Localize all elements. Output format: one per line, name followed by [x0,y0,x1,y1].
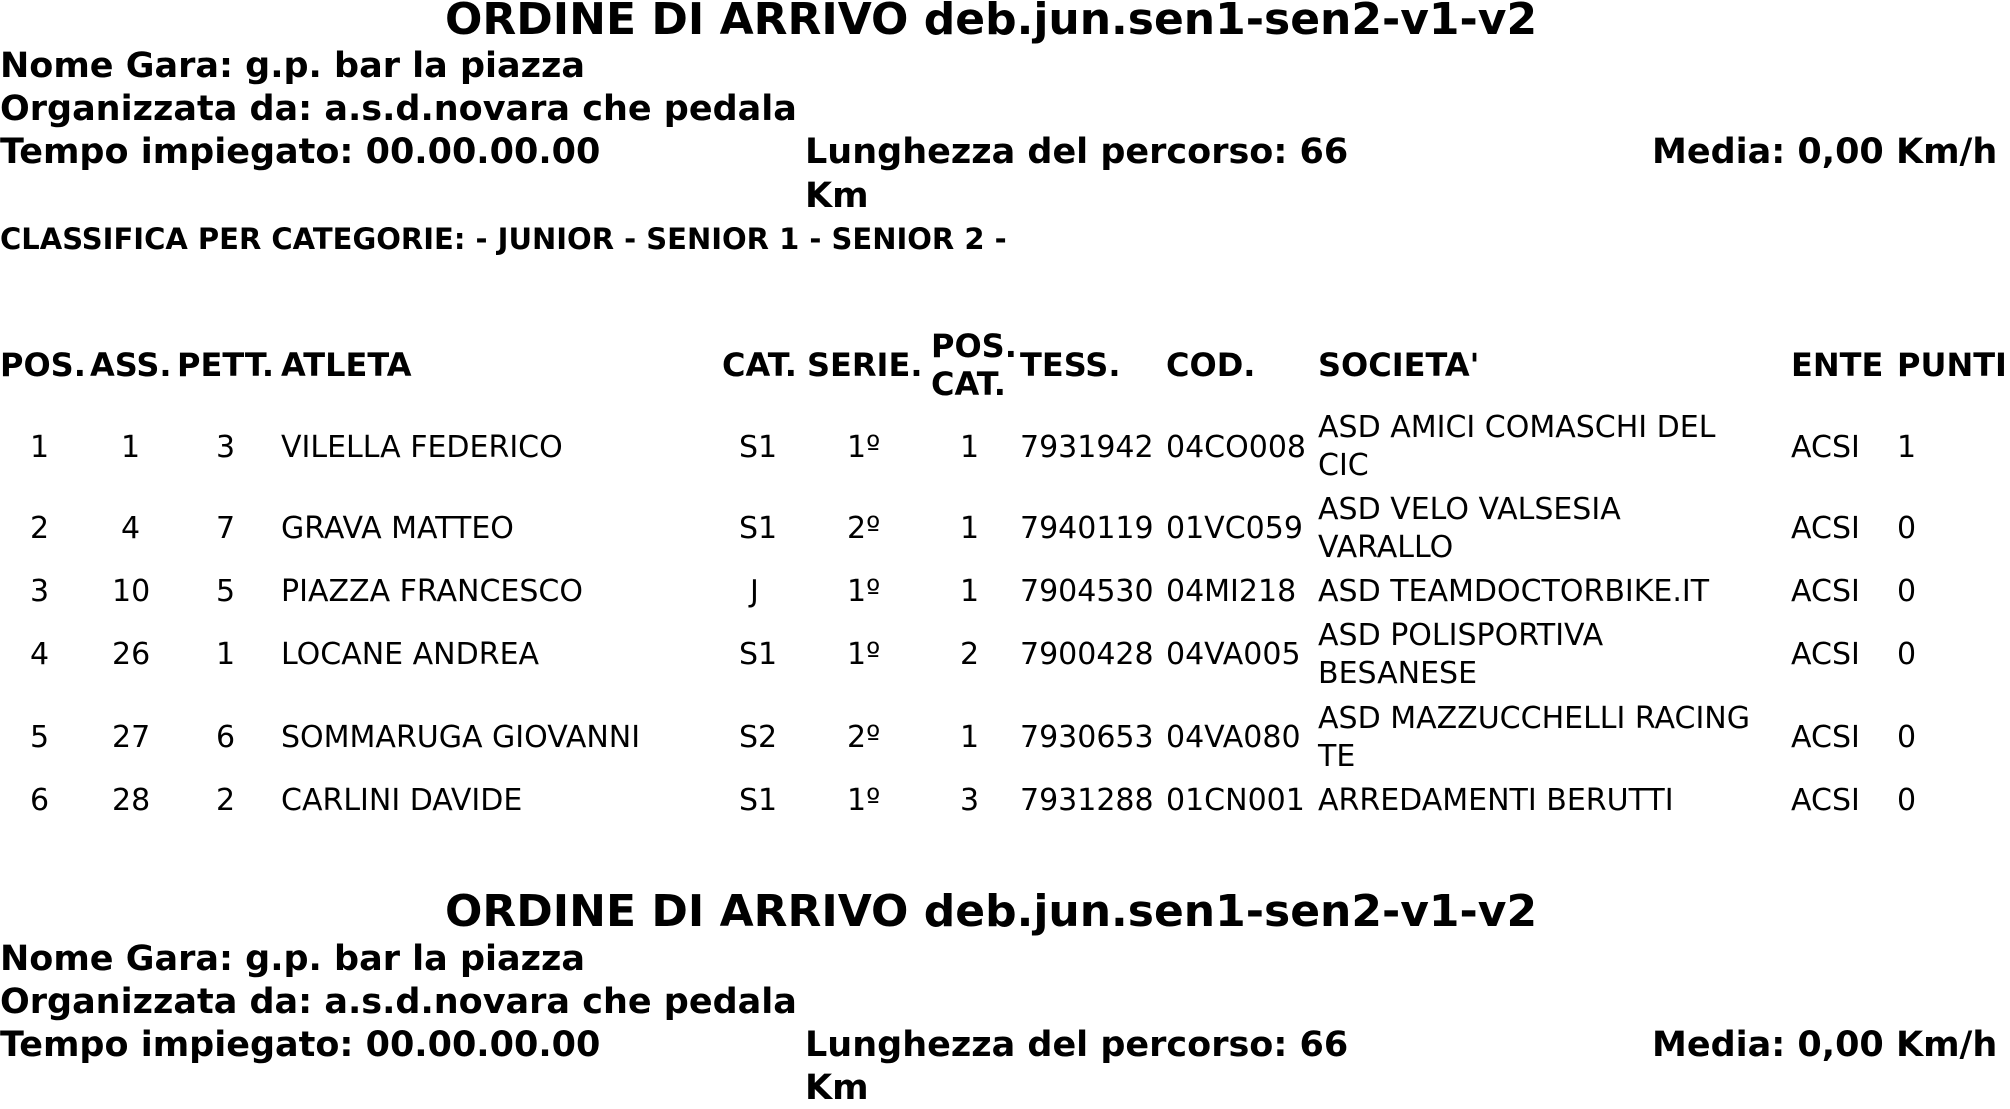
cell-pos: 5 [30,720,50,755]
cell-societa-line2: VARALLO [1318,530,1454,565]
cell-pett: 7 [216,511,236,546]
cell-punti: 0 [1897,574,1917,609]
cell-pos-cat: 2 [960,637,980,672]
cell-atleta: CARLINI DAVIDE [281,783,523,818]
cell-pos: 4 [30,637,50,672]
col-header-atleta: ATLETA [281,346,412,384]
cell-ente: ACSI [1791,574,1860,609]
course-length-unit: Km [805,176,869,216]
cell-cat: S1 [739,783,778,818]
cell-pos-cat: 3 [960,783,980,818]
cell-serie: 1º [847,430,881,465]
average-speed: Media: 0,00 Km/h [1652,132,1998,172]
col-header-ente: ENTE [1791,346,1884,384]
col-header-pett: PETT. [177,346,274,384]
cell-tess: 7930653 [1020,720,1154,755]
cell-tess: 7904530 [1020,574,1154,609]
cell-ente: ACSI [1791,637,1860,672]
cell-cod: 01CN001 [1166,783,1305,818]
cell-ente: ACSI [1791,430,1860,465]
section-2-race-name: Nome Gara: g.p. bar la piazza [0,939,585,979]
col-header-pos-cat-line2: CAT. [931,365,1006,403]
cell-pett: 6 [216,720,236,755]
cell-cat: S2 [739,720,778,755]
col-header-societa: SOCIETA' [1318,346,1480,384]
cell-cat: S1 [739,511,778,546]
col-header-cat: CAT. [722,346,797,384]
cell-cod: 04VA080 [1166,720,1301,755]
cell-ass: 26 [112,637,151,672]
cell-societa-line2: CIC [1318,448,1369,483]
cell-ass: 28 [112,783,151,818]
cell-cat: S1 [739,430,778,465]
section-2-average-speed: Media: 0,00 Km/h [1652,1025,1998,1065]
race-name: Nome Gara: g.p. bar la piazza [0,46,585,86]
cell-pos-cat: 1 [960,720,980,755]
cell-ass: 1 [121,430,141,465]
cell-serie: 1º [847,637,881,672]
cell-cat: S1 [739,637,778,672]
cell-punti: 0 [1897,720,1917,755]
cell-cod: 01VC059 [1166,511,1303,546]
cell-pos-cat: 1 [960,430,980,465]
cell-atleta: PIAZZA FRANCESCO [281,574,583,609]
section-2-organizer: Organizzata da: a.s.d.novara che pedala [0,982,797,1022]
cell-ente: ACSI [1791,783,1860,818]
organizer: Organizzata da: a.s.d.novara che pedala [0,89,797,129]
cell-punti: 0 [1897,783,1917,818]
cell-serie: 2º [847,511,881,546]
cell-serie: 2º [847,720,881,755]
cell-societa-line1: ASD TEAMDOCTORBIKE.IT [1318,574,1710,609]
cell-ass: 10 [112,574,151,609]
course-length: Lunghezza del percorso: 66 [805,132,1349,172]
cell-societa-line2: BESANESE [1318,656,1478,691]
cell-tess: 7900428 [1020,637,1154,672]
cell-atleta: SOMMARUGA GIOVANNI [281,720,641,755]
cell-punti: 1 [1897,430,1917,465]
cell-societa-line1: ASD POLISPORTIVA [1318,618,1604,653]
cell-cod: 04MI218 [1166,574,1297,609]
page-title: ORDINE DI ARRIVO deb.jun.sen1-sen2-v1-v2 [445,0,1538,45]
cell-pos: 3 [30,574,50,609]
cell-tess: 7931942 [1020,430,1154,465]
cell-societa-line1: ASD MAZZUCCHELLI RACING [1318,701,1750,736]
cell-cod: 04CO008 [1166,430,1306,465]
col-header-serie: SERIE. [807,346,923,384]
cell-pett: 1 [216,637,236,672]
cell-atleta: GRAVA MATTEO [281,511,514,546]
cell-pett: 3 [216,430,236,465]
cell-societa-line2: TE [1318,739,1356,774]
cell-punti: 0 [1897,511,1917,546]
section-2-elapsed-time: Tempo impiegato: 00.00.00.00 [0,1025,601,1065]
section-2-course-length-unit: Km [805,1068,869,1108]
section-2-title: ORDINE DI ARRIVO deb.jun.sen1-sen2-v1-v2 [445,886,1538,937]
cell-ente: ACSI [1791,720,1860,755]
col-header-cod: COD. [1166,346,1256,384]
cell-ente: ACSI [1791,511,1860,546]
cell-societa-line1: ARREDAMENTI BERUTTI [1318,783,1674,818]
cell-pos: 2 [30,511,50,546]
cell-pos: 6 [30,783,50,818]
cell-pos: 1 [30,430,50,465]
col-header-punti: PUNTI [1897,346,2007,384]
cell-serie: 1º [847,783,881,818]
cell-ass: 27 [112,720,151,755]
col-header-pos: POS. [0,346,86,384]
col-header-tess: TESS. [1020,346,1121,384]
cell-cod: 04VA005 [1166,637,1301,672]
elapsed-time: Tempo impiegato: 00.00.00.00 [0,132,601,172]
col-header-pos-cat-line1: POS. [931,327,1017,365]
cell-cat: J [750,574,759,609]
cell-pos-cat: 1 [960,511,980,546]
category-ranking-label: CLASSIFICA PER CATEGORIE: - JUNIOR - SENIOR 1 - SENIOR 2 - [0,222,1007,256]
cell-ass: 4 [121,511,141,546]
cell-pett: 5 [216,574,236,609]
cell-societa-line1: ASD VELO VALSESIA [1318,492,1621,527]
cell-serie: 1º [847,574,881,609]
cell-punti: 0 [1897,637,1917,672]
cell-societa-line1: ASD AMICI COMASCHI DEL [1318,410,1716,445]
cell-atleta: VILELLA FEDERICO [281,430,563,465]
cell-tess: 7931288 [1020,783,1154,818]
section-2-course-length: Lunghezza del percorso: 66 [805,1025,1349,1065]
cell-atleta: LOCANE ANDREA [281,637,540,672]
cell-pos-cat: 1 [960,574,980,609]
col-header-ass: ASS. [90,346,172,384]
cell-tess: 7940119 [1020,511,1154,546]
cell-pett: 2 [216,783,236,818]
